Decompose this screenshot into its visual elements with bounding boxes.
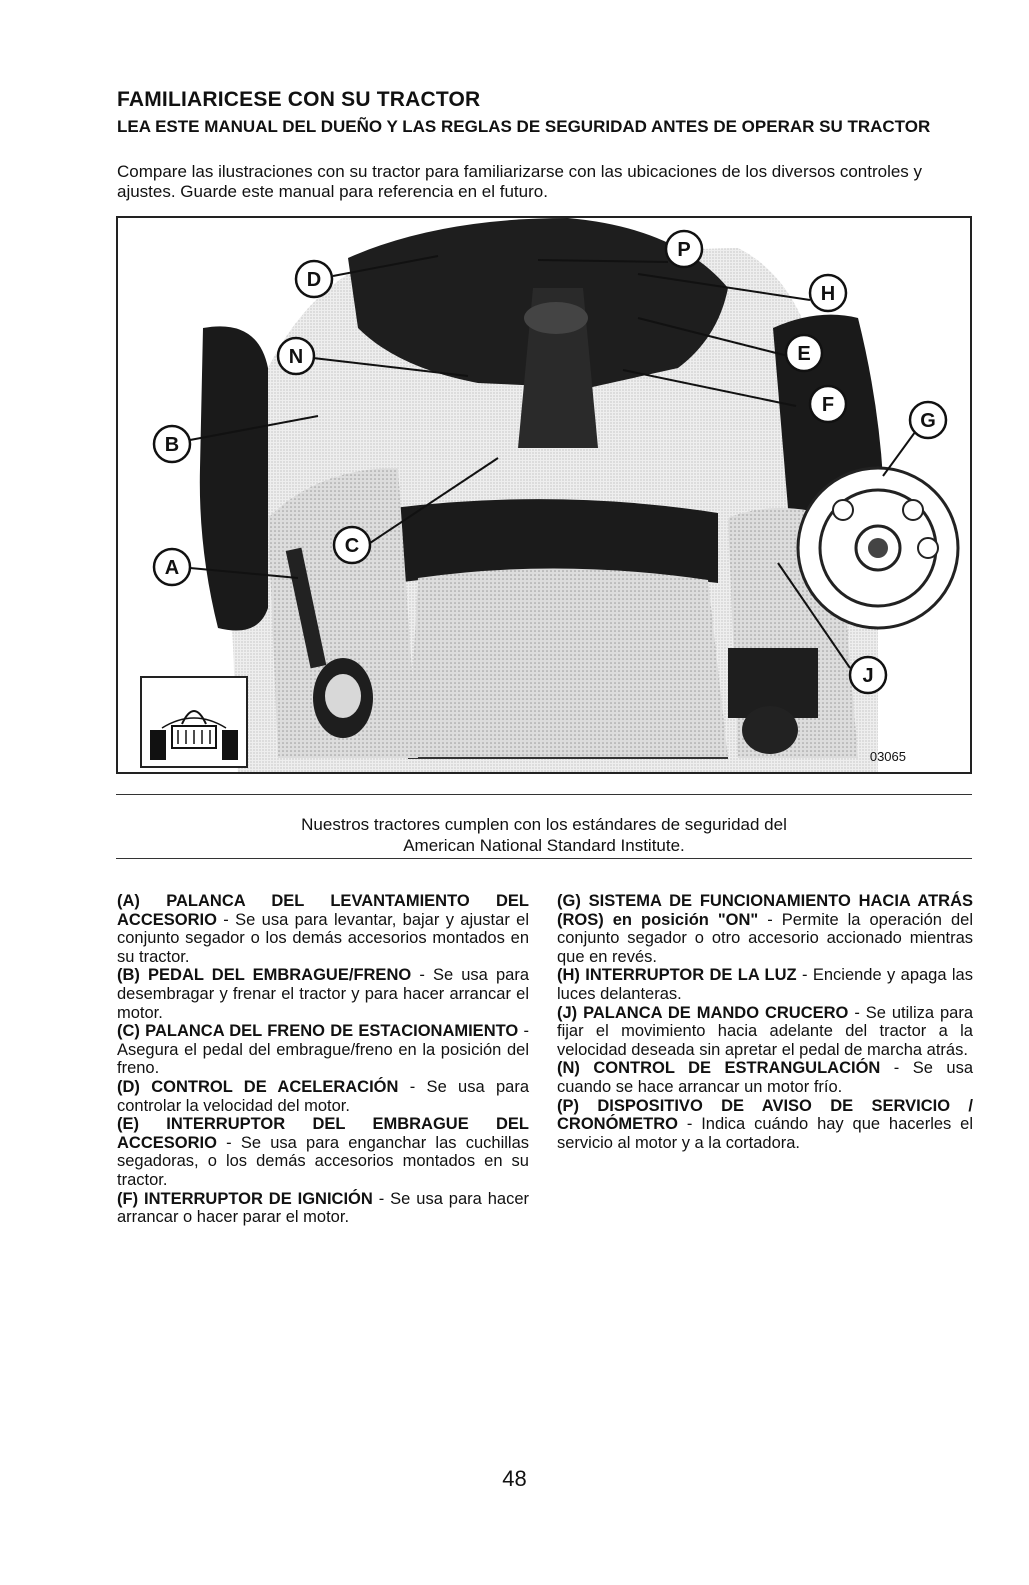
item-j: (J) PALANCA DE MANDO CRUCERO - Se utiliza para fijar el movimiento hacia adelante del tractor a la velocidad deseada sin apretar el pedal de marcha atrás.: [557, 1003, 973, 1059]
item-n: (N) CONTROL DE ESTRANGULACIÓN - Se usa cuando se hace arrancar un motor frío.: [557, 1059, 973, 1096]
callout-j: J: [862, 665, 874, 687]
item-p: (P) DISPOSITIVO DE AVISO DE SERVICIO / CRONÓMETRO - Indica cuándo hay que hacerles el servicio al motor y a la cortadora.: [557, 1096, 973, 1152]
callout-c: C: [344, 535, 360, 557]
caption-line-2: American National Standard Institute.: [403, 836, 685, 855]
figure-code: 03065: [869, 749, 906, 764]
tractor-controls-figure: [116, 216, 972, 774]
callout-h: H: [820, 283, 836, 305]
item-d: (D) CONTROL DE ACELERACIÓN - Se usa para controlar la velocidad del motor.: [117, 1077, 529, 1115]
safety-caption: [116, 814, 972, 856]
item-c: (C) PALANCA DEL FRENO DE ESTACIONAMIENTO - Asegura el pedal del embrague/freno en la posición del freno.: [117, 1022, 529, 1078]
callout-p: P: [677, 239, 691, 261]
divider-bottom: [116, 858, 972, 859]
section-subtitle: LEA ESTE MANUAL DEL DUEÑO Y LAS REGLAS DE SEGURIDAD ANTES DE OPERAR SU TRACTOR: [117, 117, 931, 136]
callout-g: G: [920, 410, 936, 432]
callout-f: F: [821, 394, 835, 416]
item-e: (E) INTERRUPTOR DEL EMBRAGUE DEL ACCESORIO - Se usa para enganchar las cuchillas segadoras, o los demás accesorios montados en su tractor.: [117, 1115, 529, 1189]
page-title: FAMILIARICESE CON SU TRACTOR: [117, 88, 481, 111]
callout-e: E: [797, 343, 811, 365]
item-g: (G) SISTEMA DE FUNCIONAMIENTO HACIA ATRÁS (ROS) en posición "ON" - Permite la operación del conjunto segador o otro accesorio accionado mientras que en revés.: [557, 892, 973, 966]
seat: [408, 568, 728, 758]
divider-top: [116, 794, 972, 795]
left-tire: [200, 326, 268, 630]
callout-a: A: [164, 557, 180, 579]
intro-paragraph: Compare las ilustraciones con su tractor para familiarizarse con las ubicaciones de los diversos controles y ajustes. Guarde este manual para referencia en el futuro.: [117, 162, 923, 201]
item-a: (A) PALANCA DEL LEVANTAMIENTO DEL ACCESORIO - Se usa para levantar, bajar y ajustar el conjunto segador o los demás accesorios montados en su tractor.: [117, 892, 529, 966]
item-h: (H) INTERRUPTOR DE LA LUZ - Enciende y apaga las luces delanteras.: [557, 966, 973, 1003]
callout-n: N: [288, 346, 304, 368]
item-b: (B) PEDAL DEL EMBRAGUE/FRENO - Se usa para desembragar y frenar el tractor y para hacer arrancar el motor.: [117, 966, 530, 1022]
controls-list-right: [557, 892, 973, 1152]
callout-d: D: [306, 269, 322, 291]
callout-b: B: [164, 434, 180, 456]
tractor-thumbnail-inset: [140, 676, 248, 768]
caption-line-1: Nuestros tractores cumplen con los estándares de seguridad del: [301, 815, 787, 834]
controls-list-left: [117, 892, 529, 1227]
item-f: (F) INTERRUPTOR DE IGNICIÓN - Se usa para hacer arrancar o hacer parar el motor.: [117, 1189, 530, 1227]
page-number: 48: [502, 1466, 527, 1491]
